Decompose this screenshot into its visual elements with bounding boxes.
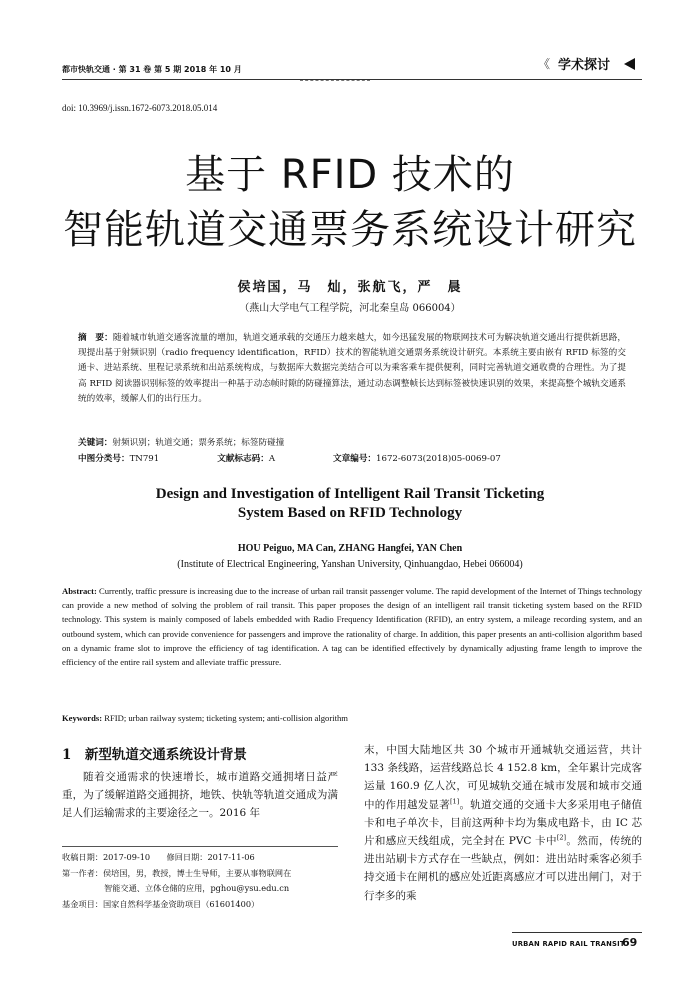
keywords-en-text: RFID; urban railway system; ticketing system; anti-collision algorithm (104, 713, 348, 723)
left-column-paragraph: 随着交通需求的快速增长，城市道路交通拥堵日益严重，为了缓解道路交通拥挤，地铁、快轨等轨道交通成为满足人们运输需求的主要途径之一。2016 年 (62, 771, 338, 819)
title-en (0, 485, 700, 523)
footer-journal-name: URBAN RAPID RAIL TRANSIT (512, 940, 625, 948)
page-number: 69 (622, 936, 638, 949)
keywords-cn-label: 关键词： (78, 438, 113, 448)
affiliation-cn: （燕山大学电气工程学院，河北秦皇岛 066004） (239, 303, 461, 314)
footnotes (62, 850, 352, 912)
journal-header: 都市快轨交通 · 第 31 卷 第 5 期 2018 年 10 月 (62, 65, 242, 74)
abstract-en-text: Currently, traffic pressure is increasing due to the increase of urban rail transit passenger volume. The rapid development of the Internet of Things technology can provide a new method of solving the problem of rail transit. This paper proposes the design of an intelligent rail transit ticketing system based on the RFID technology. This system is mainly composed of labels embedded with Radio Frequency Identification (RFID), an entry system, a mileage recording system, and an outbound system, which can provide convenience for passengers and improve the rationality of charge. In addition, this paper presents an anti-collision algorithm based on a dynamic frame slot to improve the efficiency of tag identification. A tag can be identified effectively by dynamically adjusting frame length to improve the efficiency of the entire rail system and alleviate traffic pressure. (62, 586, 642, 668)
keywords-en-label: Keywords: (62, 713, 103, 723)
title-en-line-2: System Based on RFID Technology (237, 505, 463, 521)
section-label-text: 学术探讨 (558, 58, 611, 73)
header-divider-accent (300, 80, 370, 81)
footnote-author-line-2: 智能交通、立体仓储的应用，pghou@ysu.edu.cn (104, 883, 290, 893)
authors-cn: 侯培国，马 灿，张航飞，严 晨 (237, 280, 463, 295)
abstract-cn-label: 摘 要： (78, 333, 113, 343)
affiliation-en: (Institute of Electrical Engineering, Yanshan University, Qinhuangdao, Hebei 066004) (177, 559, 523, 570)
clc-number: 中图分类号：TN791 (78, 454, 160, 464)
document-code: 文献标志码：A (217, 454, 276, 464)
left-triangle-icon (624, 58, 635, 70)
title-en-line-1: Design and Investigation of Intelligent Rail Transit Ticketing (155, 486, 545, 502)
section-heading: 1 新型轨道交通系统设计背景 (62, 747, 247, 763)
footnote-divider (62, 846, 338, 847)
footer-divider (512, 932, 642, 933)
footnote-fund: 基金项目：国家自然科学基金资助项目（61601400） (62, 898, 260, 909)
section-label (538, 54, 635, 73)
citation-2: [2] (556, 833, 567, 842)
abstract-cn (78, 331, 626, 407)
classification-row (78, 452, 501, 464)
abstract-en-label: Abstract: (62, 586, 97, 596)
abstract-en (62, 584, 642, 669)
right-column-paragraph: 末，中国大陆地区共 30 个城市开通城轨交通运营，共计 133 条线路，运营线路总长 4 152.8 km，全年累计完成客运量 160.9 亿人次，可见城轨交通在城市发展和城市交通中的作用越发显著[1]。轨道交通的交通卡大多采用电子储值卡和电子单次卡，目前这两种卡均为集成电路卡，由 IC 芯片和感应天线组成，完全封在 PVC 卡中[2]。然而，传统的进出站刷卡方式存在一些缺点，例如：进出站时乘客必须手持交通卡在闸机的感应处近距离感应才可以进出闸门，对于行李多的乘 (364, 744, 643, 902)
footnote-author-line-1: 第一作者：侯培国，男，教授，博士生导师，主要从事物联网在 (62, 867, 292, 878)
footnote-received: 收稿日期：2017-09-10 修回日期：2017-11-06 (62, 852, 255, 862)
keywords-cn (78, 436, 284, 448)
authors-en: HOU Peiguo, MA Can, ZHANG Hangfei, YAN Chen (237, 543, 463, 554)
title-cn-line-1: 基于 RFID 技术的 (185, 152, 515, 198)
keywords-cn-text: 射频识别；轨道交通；票务系统；标签防碰撞 (112, 438, 285, 448)
abstract-cn-text: 随着城市轨道交通客流量的增加，轨道交通承载的交通压力越来越大，如今迅猛发展的物联网技术可为解决轨道交通出行提供新思路，现提出基于射频识别（radio frequency identification，RFID）技术的智能轨道交通票务系统设计研究。本系统主要由嵌有 RFID 标签的交通卡、进站系统、里程记录系统和出站系统构成，与数据库大数据完美结合可以为乘客乘车提供便利，同时完善轨道交通收费的合理性。为了提高 RFID 阅读器识别标签的效率提出一种基于动态帧时隙的防碰撞算法，通过动态调整帧长达到标签被快速识别的效果，来提高整个城轨交通系统的效率，缓解人们的出行压力。 (78, 333, 626, 404)
doi: doi: 10.3969/j.issn.1672-6073.2018.05.014 (62, 103, 218, 113)
double-chevron-icon: 《 (538, 57, 551, 71)
title-cn-line-2: 智能轨道交通票务系统设计研究 (63, 207, 637, 253)
article-number: 文章编号：1672-6073(2018)05-0069-07 (333, 454, 501, 464)
keywords-en (62, 713, 348, 723)
citation-1: [1] (450, 797, 460, 806)
